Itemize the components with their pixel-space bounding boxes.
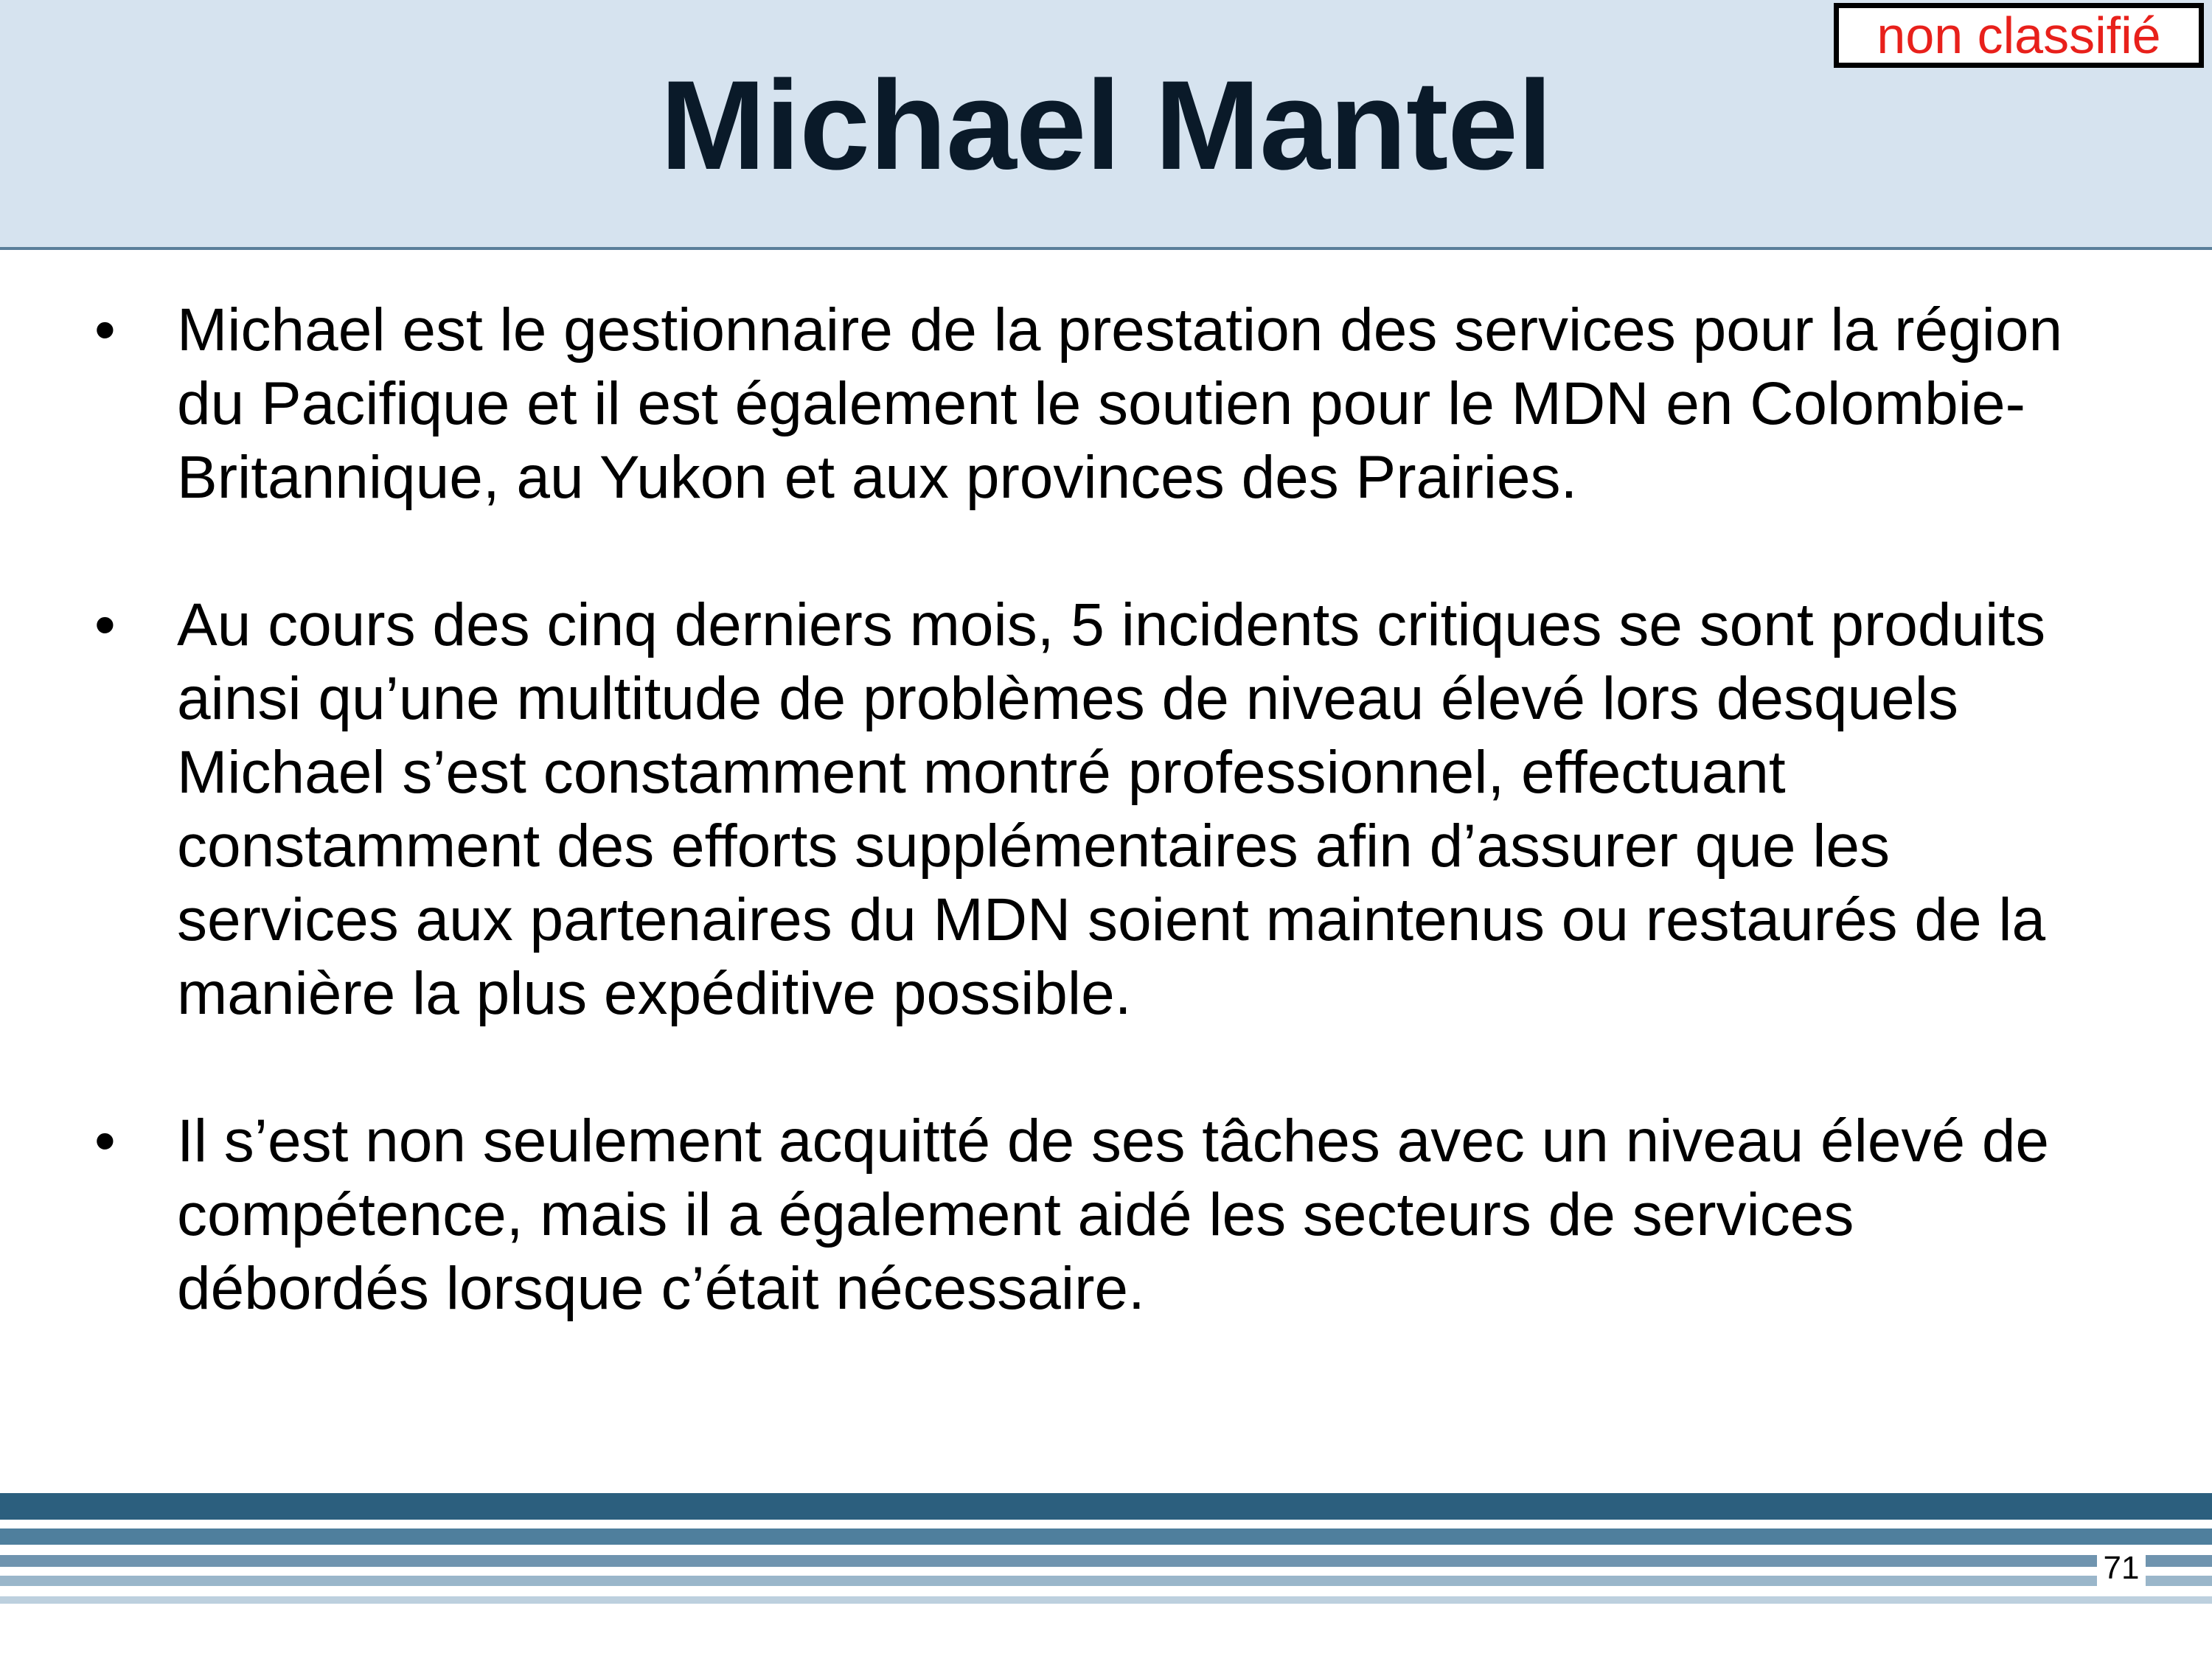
page-title: Michael Mantel — [660, 55, 1552, 196]
footer-stripe — [0, 1576, 2212, 1586]
bullet-marker: • — [94, 296, 116, 364]
bullet-item — [0, 1105, 2094, 1326]
footer-stripe — [0, 1493, 2212, 1520]
footer-stripe — [0, 1528, 2212, 1545]
footer-stripe — [0, 1555, 2212, 1567]
bullet-marker: • — [94, 591, 116, 658]
bullet-item — [0, 588, 2094, 1031]
slide-content — [0, 293, 2212, 1399]
page-number: 71 — [2097, 1545, 2146, 1592]
footer-stripe — [0, 1596, 2212, 1604]
bullet-text: Au cours des cinq derniers mois, 5 incidents critiques se sont produits ainsi qu’une multitude de problèmes de niveau élevé lors desquels Michael s’est constamment montré professionnel, effectuant constamment des efforts supplémentaires afin d’assurer que les services aux partenaires du MDN soient maintenus ou restaurés de la manière la plus expéditive possible. — [177, 591, 2046, 1027]
bullet-text: Il s’est non seulement acquitté de ses tâches avec un niveau élevé de compétence, mais il a également aidé les secteurs de services débordés lorsque c’était nécessaire. — [177, 1107, 2050, 1322]
classification-label: non classifié — [1834, 3, 2204, 68]
bullet-item — [0, 293, 2094, 515]
footer-stripes — [0, 1493, 2212, 1659]
bullet-marker: • — [94, 1107, 116, 1175]
bullet-text: Michael est le gestionnaire de la prestation des services pour la région du Pacifique et il est également le soutien pour le MDN en Colombie-Britannique, au Yukon et aux provinces des Prairies. — [177, 296, 2063, 511]
